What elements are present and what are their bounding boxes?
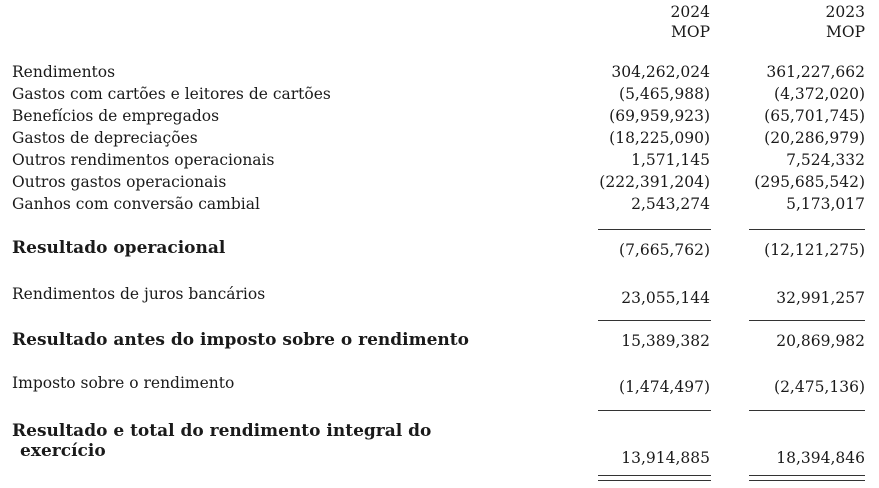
row-value-2023: 7,524,332	[786, 151, 865, 169]
income-tax-2023: (2,475,136)	[774, 378, 865, 396]
subtotal-rule	[598, 410, 711, 411]
subtotal-rule	[598, 320, 711, 321]
col-2024-year: 2024	[670, 3, 710, 21]
row-value-2023: 5,173,017	[786, 195, 865, 213]
pre-tax-result-label: Resultado antes do imposto sobre o rendimento	[12, 330, 469, 350]
total-result-2023: 18,394,846	[776, 449, 865, 467]
row-value-2024: (69,959,923)	[609, 107, 710, 125]
subtotal-rule	[749, 410, 865, 411]
total-double-rule	[598, 475, 711, 481]
row-value-2024: (222,391,204)	[599, 173, 710, 191]
pre-tax-result-2024: 15,389,382	[621, 332, 710, 350]
row-value-2024: (5,465,988)	[619, 85, 710, 103]
total-result-label-line1: Resultado e total do rendimento integral do	[12, 421, 432, 441]
bank-interest-2023: 32,991,257	[776, 289, 865, 307]
row-label-gastos-cartoes: Gastos com cartões e leitores de cartões	[12, 85, 331, 103]
row-value-2023: (65,701,745)	[764, 107, 865, 125]
row-label-ganhos-cambial: Ganhos com conversão cambial	[12, 195, 260, 213]
pre-tax-result-2023: 20,869,982	[776, 332, 865, 350]
col-2023-currency: MOP	[825, 23, 865, 41]
operating-result-label: Resultado operacional	[12, 238, 226, 258]
income-tax-2024: (1,474,497)	[619, 378, 710, 396]
row-value-2024: 304,262,024	[611, 63, 710, 81]
col-2023-year: 2023	[825, 3, 865, 21]
row-label-outros-rendimentos: Outros rendimentos operacionais	[12, 151, 275, 169]
row-label-rendimentos: Rendimentos	[12, 63, 116, 81]
total-double-rule	[749, 475, 865, 481]
total-result-2024: 13,914,885	[621, 449, 710, 467]
col-2024-currency: MOP	[670, 23, 710, 41]
row-label-depreciacoes: Gastos de depreciações	[12, 129, 198, 147]
operating-result-2024: (7,665,762)	[619, 241, 710, 259]
bank-interest-label: Rendimentos de juros bancários	[12, 285, 266, 303]
row-value-2023: 361,227,662	[766, 63, 865, 81]
row-value-2024: 1,571,145	[631, 151, 710, 169]
row-value-2023: (4,372,020)	[774, 85, 865, 103]
total-result-label-line2: exercício	[20, 441, 106, 461]
row-value-2023: (295,685,542)	[754, 173, 865, 191]
subtotal-rule	[749, 320, 865, 321]
row-value-2023: (20,286,979)	[764, 129, 865, 147]
row-label-outros-gastos: Outros gastos operacionais	[12, 173, 227, 191]
subtotal-rule	[598, 229, 711, 230]
operating-result-2023: (12,121,275)	[764, 241, 865, 259]
subtotal-rule	[749, 229, 865, 230]
row-value-2024: 2,543,274	[631, 195, 710, 213]
income-tax-label: Imposto sobre o rendimento	[12, 374, 235, 392]
row-label-beneficios: Benefícios de empregados	[12, 107, 220, 125]
row-value-2024: (18,225,090)	[609, 129, 710, 147]
bank-interest-2024: 23,055,144	[621, 289, 710, 307]
